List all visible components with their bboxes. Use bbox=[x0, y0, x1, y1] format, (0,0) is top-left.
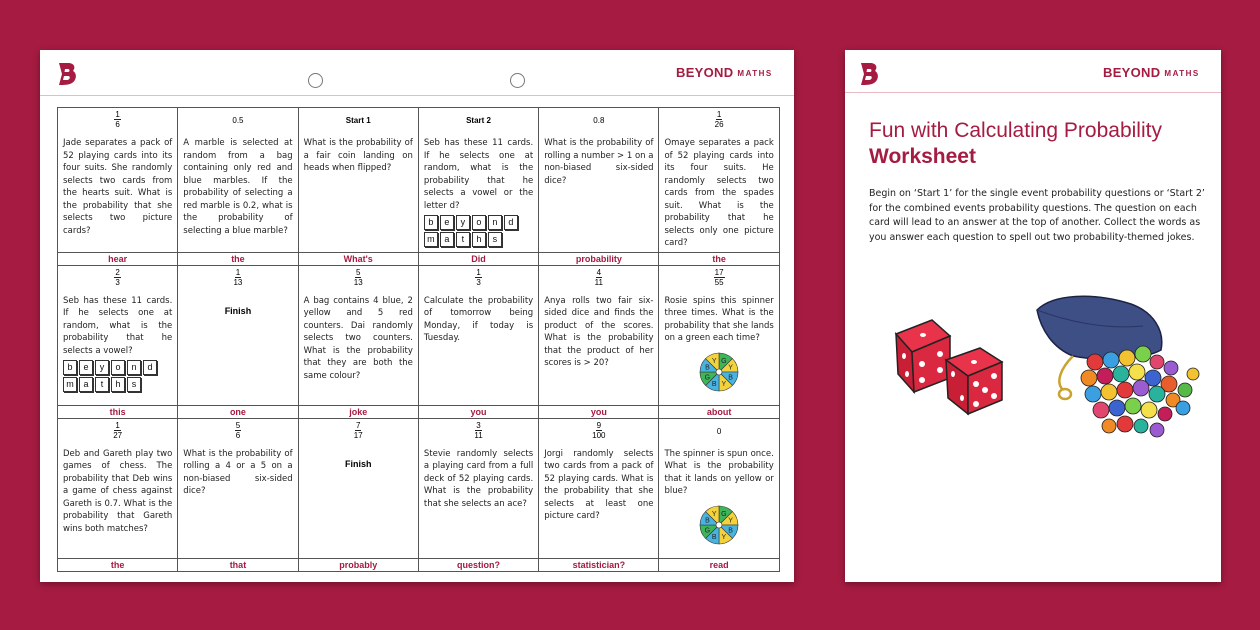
spinner-sector-label: Y bbox=[711, 357, 717, 365]
letter-tile: m bbox=[424, 232, 438, 247]
letter-tiles bbox=[424, 215, 533, 247]
spinner-sector-label: B bbox=[711, 380, 717, 388]
question-card bbox=[659, 108, 779, 253]
card-question: Anya rolls two fair six-sided dice and finds the product of the scores. What is the probability that the product of her scores is > 20? bbox=[544, 295, 654, 368]
card-question: Stevie randomly selects a playing card from a full deck of 52 playing cards. What is the probability that she selects an ace? bbox=[423, 448, 534, 509]
card-answer: Start 1 bbox=[345, 116, 371, 125]
card-answer bbox=[63, 268, 172, 292]
die-icon bbox=[946, 348, 1002, 414]
letter-tile: h bbox=[472, 232, 486, 247]
instructions-sheet bbox=[845, 50, 1221, 582]
card-answer: 0 bbox=[716, 426, 722, 436]
tile-row bbox=[424, 232, 533, 247]
joke-word: the bbox=[659, 252, 779, 265]
question-card bbox=[539, 108, 659, 253]
card-answer bbox=[183, 268, 292, 292]
letter-tile: n bbox=[127, 360, 141, 375]
spinner-sector-label: Y bbox=[728, 364, 734, 372]
question-card bbox=[659, 418, 779, 558]
joke-word: read bbox=[659, 558, 779, 571]
joke-word: statistician? bbox=[539, 558, 659, 571]
fraction: $\frac{5}{6}$ bbox=[235, 420, 241, 440]
card-question: Jorgi randomly selects two cards from a pack of 52 playing cards. What is the probability that she selects at least one picture card? bbox=[544, 448, 654, 521]
joke-word: the bbox=[58, 558, 178, 571]
joke-word: one bbox=[178, 405, 298, 418]
card-answer bbox=[63, 421, 172, 445]
letter-tile: d bbox=[504, 215, 518, 230]
letter-tile: s bbox=[127, 377, 141, 392]
card-answer bbox=[664, 110, 773, 134]
question-card bbox=[58, 418, 178, 558]
joke-word: you bbox=[539, 405, 659, 418]
question-card bbox=[659, 265, 779, 405]
joke-word: question? bbox=[418, 558, 538, 571]
tile-row bbox=[63, 360, 172, 375]
brand-wordmark: BEYOND MATHS bbox=[676, 65, 773, 80]
fraction: $\frac{17}{55}$ bbox=[714, 267, 724, 287]
joke-word: the bbox=[178, 252, 298, 265]
fraction: $\frac{3}{11}$ bbox=[474, 420, 483, 440]
header-rule bbox=[845, 92, 1221, 93]
joke-word: hear bbox=[58, 252, 178, 265]
joke-word: that bbox=[178, 558, 298, 571]
question-card bbox=[298, 265, 418, 405]
card-grid bbox=[57, 107, 780, 572]
spinner-sector-label: G bbox=[721, 510, 727, 518]
question-card bbox=[178, 418, 298, 558]
fraction: $\frac{9}{100}$ bbox=[592, 420, 606, 440]
fraction: $\frac{5}{13}$ bbox=[353, 267, 363, 287]
tile-row bbox=[424, 215, 533, 230]
dice-illustration bbox=[890, 312, 1015, 422]
drawstring-icon bbox=[1059, 356, 1073, 390]
letter-tile: o bbox=[472, 215, 486, 230]
question-card bbox=[298, 108, 418, 253]
question-card bbox=[539, 418, 659, 558]
letter-tile: y bbox=[456, 215, 470, 230]
joke-word: this bbox=[58, 405, 178, 418]
word-row bbox=[58, 405, 780, 418]
card-answer: 0.8 bbox=[593, 116, 605, 125]
question-card bbox=[418, 418, 538, 558]
card-answer bbox=[424, 268, 533, 292]
letter-tile: d bbox=[143, 360, 157, 375]
letter-tile: y bbox=[95, 360, 109, 375]
fraction: $\frac{1}{3}$ bbox=[476, 267, 481, 287]
beyond-logo-icon bbox=[56, 62, 78, 86]
worksheet-title-line2: Worksheet bbox=[869, 145, 976, 168]
question-card bbox=[178, 108, 298, 253]
marbles-icon bbox=[1081, 346, 1199, 437]
worksheet-title-line1: Fun with Calculating Probability bbox=[869, 119, 1162, 142]
worksheet-title bbox=[869, 118, 1209, 170]
question-card bbox=[418, 265, 538, 405]
spinner-icon bbox=[698, 351, 740, 393]
joke-word: probably bbox=[298, 558, 418, 571]
word-row bbox=[58, 558, 780, 571]
card-row bbox=[58, 418, 780, 558]
card-question: The spinner is spun once. What is the probability that it lands on yellow or blue? bbox=[664, 448, 774, 496]
joke-word: you bbox=[418, 405, 538, 418]
card-question: A marble is selected at random from a bag containing only red and blue marbles. If the probability of selecting a red marble is 0.2, what is the probability of selecting a blue marble? bbox=[183, 138, 293, 236]
punch-hole bbox=[510, 73, 525, 88]
joke-word: about bbox=[659, 405, 779, 418]
letter-tile: e bbox=[440, 215, 454, 230]
letter-tile: t bbox=[95, 377, 109, 392]
card-answer bbox=[544, 421, 653, 445]
marble-bag-illustration bbox=[1033, 290, 1208, 450]
spinner-sector-label: Y bbox=[711, 510, 717, 518]
letter-tile: a bbox=[440, 232, 454, 247]
card-answer bbox=[304, 421, 413, 445]
card-question: A bag contains 4 blue, 2 yellow and 5 red counters. Dai randomly selects two counters. What is the probability that they are both the same colour? bbox=[303, 295, 413, 381]
card-answer: Start 2 bbox=[466, 116, 491, 125]
spinner-sector-label: B bbox=[705, 364, 710, 372]
spinner-icon bbox=[698, 504, 740, 546]
worksheet-intro: Begin on ‘Start 1’ for the single event probability questions or ‘Start 2’ for the combined events probability questions. The question on each card will lead to an answer at the top of another. Collect the words as you answer each question to spell out two probability-themed jokes. bbox=[869, 188, 1205, 243]
finish-label: Finish bbox=[344, 458, 372, 469]
joke-word: What's bbox=[298, 252, 418, 265]
spinner-sector-label: G bbox=[704, 373, 711, 381]
beyond-logo-icon bbox=[858, 62, 880, 86]
finish-label: Finish bbox=[224, 305, 252, 316]
spinner-sector-label: G bbox=[704, 526, 711, 534]
card-row bbox=[58, 265, 780, 405]
spinner-sector-label: G bbox=[721, 357, 727, 365]
letter-tile: s bbox=[488, 232, 502, 247]
letter-tile: o bbox=[111, 360, 125, 375]
fraction: $\frac{2}{3}$ bbox=[115, 267, 120, 287]
letter-tile: h bbox=[111, 377, 125, 392]
card-question: Seb has these 11 cards. If he selects one at random, what is the probability that he selects a vowel? bbox=[63, 295, 173, 356]
spinner-sector-label: B bbox=[705, 517, 710, 525]
spinner-sector-label: B bbox=[728, 373, 734, 381]
spinner-sector-label: Y bbox=[721, 380, 727, 388]
card-question: Omaye separates a pack of 52 playing cards into its four suits. He randomly selects two cards from the spades suit. What is the probability that he selects only one picture card? bbox=[664, 138, 774, 248]
letter-tiles bbox=[63, 360, 172, 392]
letter-tile: b bbox=[424, 215, 438, 230]
question-card bbox=[298, 418, 418, 558]
spinner-sector-label: B bbox=[728, 526, 734, 534]
fraction: $\frac{1}{27}$ bbox=[113, 420, 123, 440]
card-answer bbox=[544, 268, 653, 292]
card-answer: 0.5 bbox=[232, 116, 244, 125]
card-question: Seb has these 11 cards. If he selects one at random, what is the probability that he selects a vowel or the letter d? bbox=[423, 138, 534, 211]
card-question: What is the probability of a fair coin landing on heads when flipped? bbox=[303, 138, 413, 173]
tile-row bbox=[63, 377, 172, 392]
card-question: Calculate the probability of tomorrow being Monday, if today is Tuesday. bbox=[423, 295, 534, 343]
question-card bbox=[178, 265, 298, 405]
question-card bbox=[418, 108, 538, 253]
letter-tile: a bbox=[79, 377, 93, 392]
header-rule bbox=[40, 95, 794, 96]
fraction: $\frac{7}{17}$ bbox=[353, 420, 363, 440]
card-question: Rosie spins this spinner three times. What is the probability that she lands on a green each time? bbox=[664, 295, 774, 343]
fraction: $\frac{1}{26}$ bbox=[714, 110, 724, 129]
spinner-sector-label: Y bbox=[728, 517, 734, 525]
card-question: Jade separates a pack of 52 playing cards into its four suits. She randomly selects two cards from the hearts suit. What is the probability that she selects two picture cards? bbox=[63, 138, 173, 236]
fraction: $\frac{4}{11}$ bbox=[594, 267, 603, 287]
card-grid-sheet bbox=[40, 50, 794, 582]
card-answer bbox=[63, 110, 172, 134]
letter-tile: m bbox=[63, 377, 77, 392]
card-answer bbox=[424, 421, 533, 445]
spinner-sector-label: Y bbox=[721, 533, 727, 541]
fraction: $\frac{1}{6}$ bbox=[115, 110, 120, 129]
punch-hole bbox=[308, 73, 323, 88]
joke-word: Did bbox=[418, 252, 538, 265]
spinner-sector-label: B bbox=[711, 533, 717, 541]
joke-word: joke bbox=[298, 405, 418, 418]
card-question: Deb and Gareth play two games of chess. The probability that Deb wins a game of chess against Gareth is 0.7. What is the probability that Gareth wins both matches? bbox=[63, 448, 173, 534]
die-icon bbox=[896, 320, 950, 392]
question-card bbox=[539, 265, 659, 405]
letter-tile: e bbox=[79, 360, 93, 375]
word-row bbox=[58, 252, 780, 265]
card-answer bbox=[304, 268, 413, 292]
card-answer bbox=[664, 268, 773, 292]
letter-tile: b bbox=[63, 360, 77, 375]
letter-tile: n bbox=[488, 215, 502, 230]
question-card bbox=[58, 265, 178, 405]
card-question: What is the probability of rolling a number > 1 on a non-biased six-sided dice? bbox=[544, 138, 654, 186]
letter-tile: t bbox=[456, 232, 470, 247]
fraction: $\frac{1}{13}$ bbox=[233, 267, 243, 287]
joke-word: probability bbox=[539, 252, 659, 265]
card-answer bbox=[183, 421, 292, 445]
card-row bbox=[58, 108, 780, 253]
card-question: What is the probability of rolling a 4 or a 5 on a non-biased six-sided dice? bbox=[183, 448, 293, 496]
question-card bbox=[58, 108, 178, 253]
brand-wordmark: BEYOND MATHS bbox=[1103, 65, 1200, 80]
